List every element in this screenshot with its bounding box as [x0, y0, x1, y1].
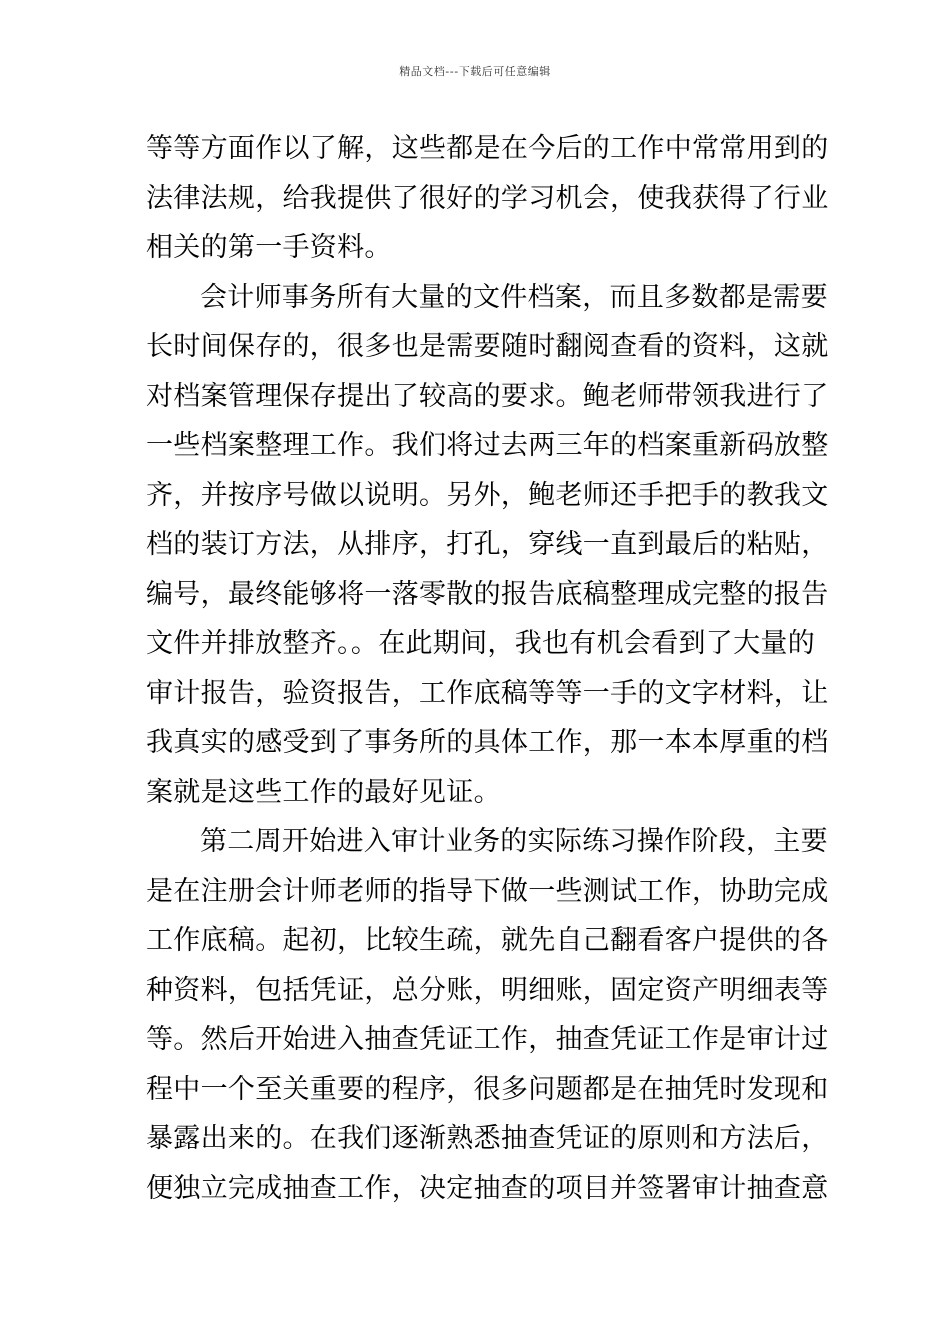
paragraph-first-line: 会计师事务所有大量的文件档案，而且多数都是需要 — [200, 281, 828, 313]
text-line: 长时间保存的，很多也是需要随时翻阅查看的资料，这就 — [146, 331, 829, 362]
text-line: 一些档案整理工作。我们将过去两三年的档案重新码放整 — [146, 430, 829, 461]
text-line: 等。然后开始进入抽查凭证工作，抽查凭证工作是审计过 — [146, 1024, 829, 1055]
text-line: 法律法规，给我提供了很好的学习机会，使我获得了行业 — [146, 182, 829, 214]
text-line: 暴露出来的。在我们逐渐熟悉抽查凭证的原则和方法后， — [146, 1123, 829, 1154]
text-line: 工作底稿。起初，比较生疏，就先自己翻看客户提供的各 — [146, 925, 829, 956]
text-line: 档的装订方法，从排序，打孔，穿线一直到最后的粘贴， — [146, 529, 829, 560]
text-line: 程中一个至关重要的程序，很多问题都是在抽凭时发现和 — [146, 1073, 829, 1105]
text-line: 我真实的感受到了事务所的具体工作，那一本本厚重的档 — [146, 727, 829, 758]
text-line: 齐，并按序号做以说明。另外，鲍老师还手把手的教我文 — [146, 479, 829, 511]
text-line: 对档案管理保存提出了较高的要求。鲍老师带领我进行了 — [146, 380, 829, 412]
text-line: 编号，最终能够将一落零散的报告底稿整理成完整的报告 — [146, 578, 829, 610]
text-line: 案就是这些工作的最好见证。 — [146, 776, 501, 808]
text-line: 是在注册会计师老师的指导下做一些测试工作，协助完成 — [146, 875, 829, 907]
paragraph-first-line: 第二周开始进入审计业务的实际练习操作阶段，主要 — [200, 826, 828, 857]
text-line: 种资料，包括凭证，总分账，明细账，固定资产明细表等 — [146, 974, 829, 1006]
text-line: 等等方面作以了解，这些都是在今后的工作中常常用到的 — [146, 133, 829, 164]
text-line: 文件并排放整齐。。在此期间，我也有机会看到了大量的 — [146, 628, 815, 659]
page-header: 精品文档---下载后可任意编辑 — [399, 65, 551, 78]
text-line: 审计报告，验资报告，工作底稿等等一手的文字材料，让 — [146, 677, 829, 709]
text-line: 相关的第一手资料。 — [146, 232, 392, 263]
text-line: 便独立完成抽查工作，决定抽查的项目并签署审计抽查意 — [146, 1172, 829, 1204]
body-text — [146, 124, 829, 1213]
